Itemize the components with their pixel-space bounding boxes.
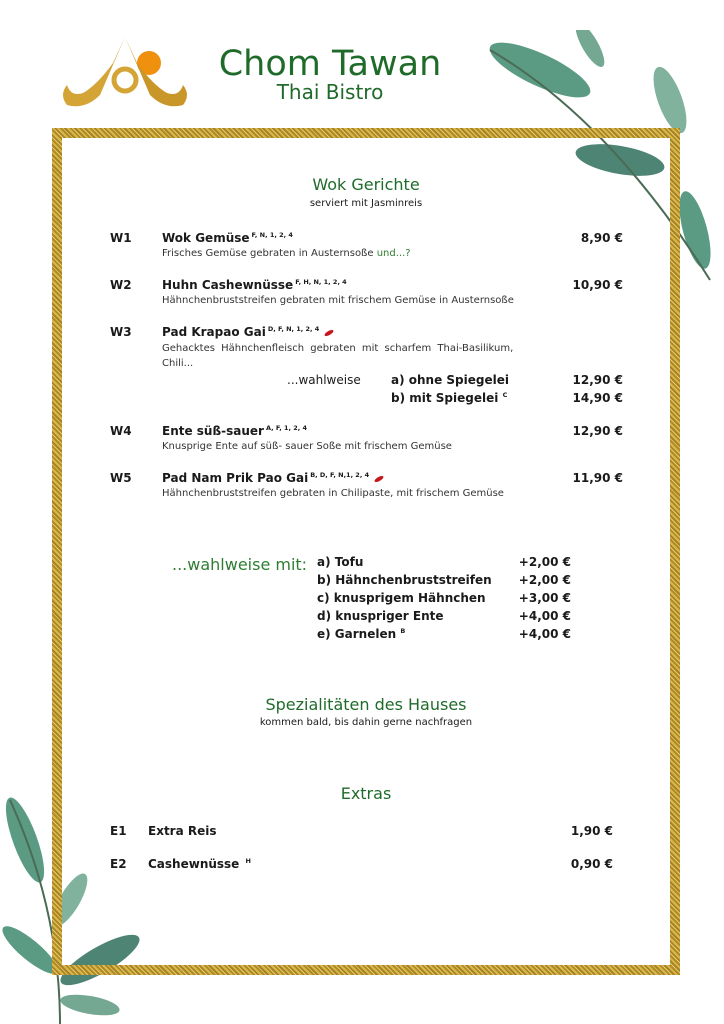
addon-label: d) knuspriger Ente [317, 609, 444, 623]
option-label: a) ohne Spiegelei [391, 373, 509, 387]
section-subtitle-wok: serviert mit Jasminreis [309, 198, 423, 209]
item-desc: Gehacktes Hähnchenfleisch gebraten mit scharfem Thai-Basilikum, [162, 343, 514, 354]
addon-price: +4,00 € [518, 627, 571, 641]
restaurant-name: Chom Tawan [218, 44, 442, 84]
item-name: Extra Reis [148, 824, 217, 838]
addon-price: +3,00 € [518, 591, 571, 605]
chili-icon [324, 328, 335, 336]
addons-label: ...wahlweise mit: [172, 555, 308, 574]
option-price: 12,90 € [572, 373, 623, 387]
section-title-wok: Wok Gerichte [312, 175, 420, 194]
allergens: D, F, N, 1, 2, 4 [267, 325, 320, 333]
item-code: W2 [110, 278, 132, 292]
item-name: Cashewnüsse $^H$ [148, 857, 251, 871]
section-title-extras: Extras [340, 784, 392, 803]
item-price: 1,90 € [570, 824, 613, 838]
item-price: 0,90 € [570, 857, 613, 871]
item-desc: Knusprige Ente auf süß- sauer Soße mit frischem Gemüse [162, 441, 452, 452]
item-name: Pad Krapao Gai $^{D, F, N, 1, 2, 4}$ [162, 325, 334, 339]
item-desc: Hähnchenbruststreifen gebraten in Chilipaste, mit frischem Gemüse [162, 488, 504, 499]
addon-label: a) Tofu [317, 555, 364, 569]
item-code: W1 [110, 231, 132, 245]
addon-label: e) Garnelen $^B$ [317, 627, 406, 641]
item-name: Ente süß-sauer $^{A, F, 1, 2, 4}$ [162, 424, 307, 438]
allergens: F, N, 1, 2, 4 [251, 231, 293, 239]
addon-label: c) knusprigem Hähnchen [317, 591, 486, 605]
item-code: W5 [110, 471, 132, 485]
section-title-specials: Spezialitäten des Hauses [265, 695, 467, 714]
addon-label: b) Hähnchenbruststreifen [317, 573, 492, 587]
restaurant-subtitle: Thai Bistro [276, 80, 384, 104]
addon-price: +2,00 € [518, 573, 571, 587]
item-name: Wok Gemüse $^{F, N, 1, 2, 4}$ [162, 231, 293, 245]
addon-price: +4,00 € [518, 609, 571, 623]
item-price: 12,90 € [572, 424, 623, 438]
item-desc-2: Chili... [162, 358, 194, 369]
section-subtitle-specials: kommen bald, bis dahin gerne nachfragen [259, 717, 473, 728]
choice-label: ...wahlweise [287, 373, 361, 387]
option-price: 14,90 € [572, 391, 623, 405]
item-desc: Hähnchenbruststreifen gebraten mit frischem Gemüse in Austernsoße [162, 295, 514, 306]
option-label: b) mit Spiegelei $^C$ [391, 391, 508, 405]
item-code: W4 [110, 424, 132, 438]
item-name: Pad Nam Prik Pao Gai $^{B, D, F, N,1, 2, 4}$ [162, 471, 384, 485]
item-code: E1 [110, 824, 127, 838]
item-desc: Frisches Gemüse gebraten in Austernsoße und...? [162, 248, 411, 259]
item-price: 8,90 € [580, 231, 623, 245]
item-price: 10,90 € [572, 278, 623, 292]
addon-price: +2,00 € [518, 555, 571, 569]
item-price: 11,90 € [572, 471, 623, 485]
chili-icon [374, 474, 385, 482]
item-name: Huhn Cashewnüsse $^{F, H, N, 1, 2, 4}$ [162, 278, 347, 292]
allergens: A, F, 1, 2, 4 [265, 424, 307, 432]
item-code: E2 [110, 857, 127, 871]
allergens: F, H, N, 1, 2, 4 [295, 278, 347, 286]
allergens: H [245, 857, 251, 865]
allergens: B, D, F, N,1, 2, 4 [310, 471, 370, 479]
item-code: W3 [110, 325, 132, 339]
